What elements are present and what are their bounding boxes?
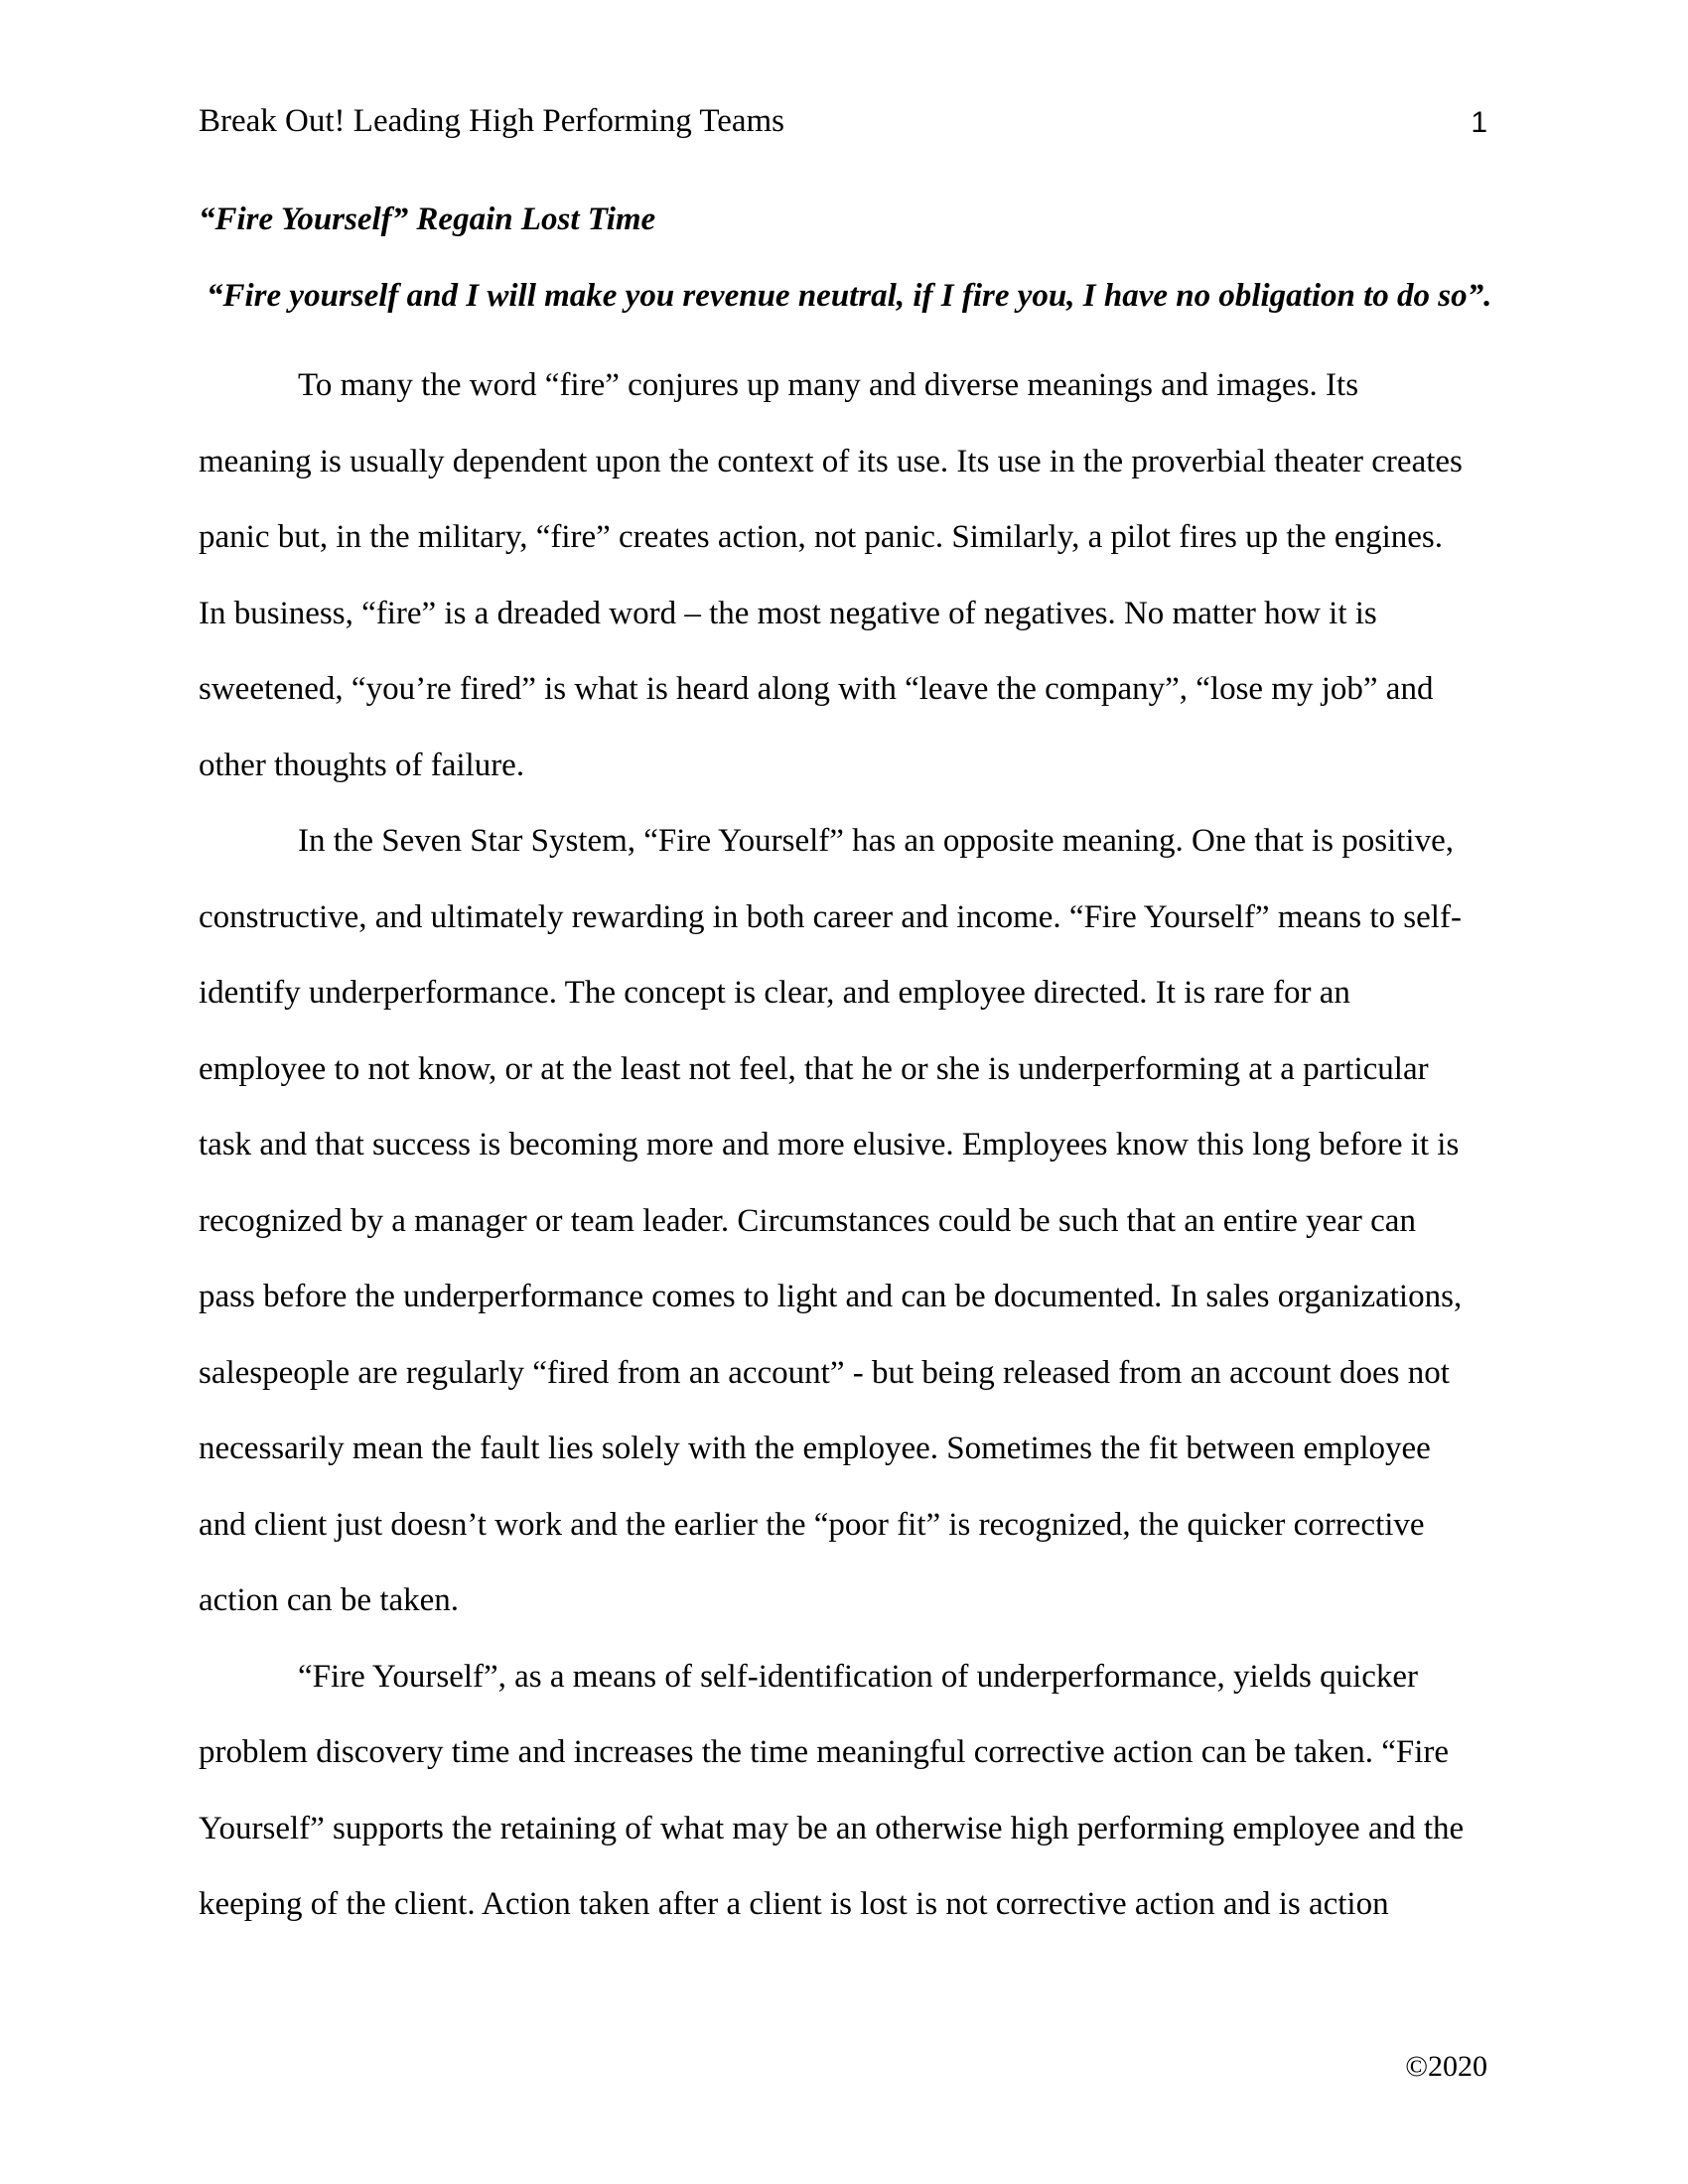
text-line: pass before the underperformance comes to light and can be documented. In sales organizations, [199,1279,1463,1314]
paragraph-2 [199,803,1489,1639]
text-line: panic but, in the military, “fire” creates action, not panic. Similarly, a pilot fires up the engines. [199,519,1443,555]
text-line: meaning is usually dependent upon the context of its use. Its use in the proverbial theater creates [199,443,1463,479]
text-line: In the Seven Star System, “Fire Yourself” has an opposite meaning. One that is positive, [298,823,1454,859]
text-line: problem discovery time and increases the time meaningful corrective action can be taken. “Fire [199,1734,1449,1770]
paragraph-3 [199,1639,1489,1943]
text-line: keeping of the client. Action taken after a client is lost is not corrective action and is action [199,1886,1389,1922]
page-number: 1 [1471,106,1487,139]
paragraph-1 [199,347,1489,803]
text-line: recognized by a manager or team leader. Circumstances could be such that an entire year can [199,1202,1416,1239]
text-line: In business, “fire” is a dreaded word – the most negative of negatives. No matter how it is [199,595,1377,631]
running-header: Break Out! Leading High Performing Teams [199,103,785,139]
body-text [199,347,1489,1943]
text-line: Yourself” supports the retaining of what may be an otherwise high performing employee and the [199,1810,1465,1846]
text-line: and client just doesn’t work and the earlier the “poor fit” is recognized, the quicker corrective [199,1506,1425,1543]
section-title: “Fire Yourself” Regain Lost Time [199,202,656,237]
text-line: constructive, and ultimately rewarding in both career and income. “Fire Yourself” means to self- [199,898,1462,935]
text-line: identify underperformance. The concept is clear, and employee directed. It is rare for an [199,975,1350,1011]
text-line: salespeople are regularly “fired from an account” - but being released from an account does not [199,1354,1450,1391]
text-line: “Fire Yourself”, as a means of self-identification of underperformance, yields quicker [298,1658,1419,1695]
text-line: other thoughts of failure. [199,747,525,783]
text-line: action can be taken. [199,1582,460,1618]
text-line: necessarily mean the fault lies solely with the employee. Sometimes the fit between employee [199,1431,1431,1466]
text-line: employee to not know, or at the least not feel, that he or she is underperforming at a particular [199,1050,1429,1087]
text-line: task and that success is becoming more and more elusive. Employees know this long before it is [199,1127,1460,1162]
epigraph-quote: “Fire yourself and I will make you revenue neutral, if I fire you, I have no obligation to do so”. [207,278,1492,314]
text-line: To many the word “fire” conjures up many and diverse meanings and images. Its [298,367,1359,403]
text-line: sweetened, “you’re fired” is what is heard along with “leave the company”, “lose my job” and [199,671,1434,707]
copyright-notice: ©2020 [1405,2050,1487,2083]
